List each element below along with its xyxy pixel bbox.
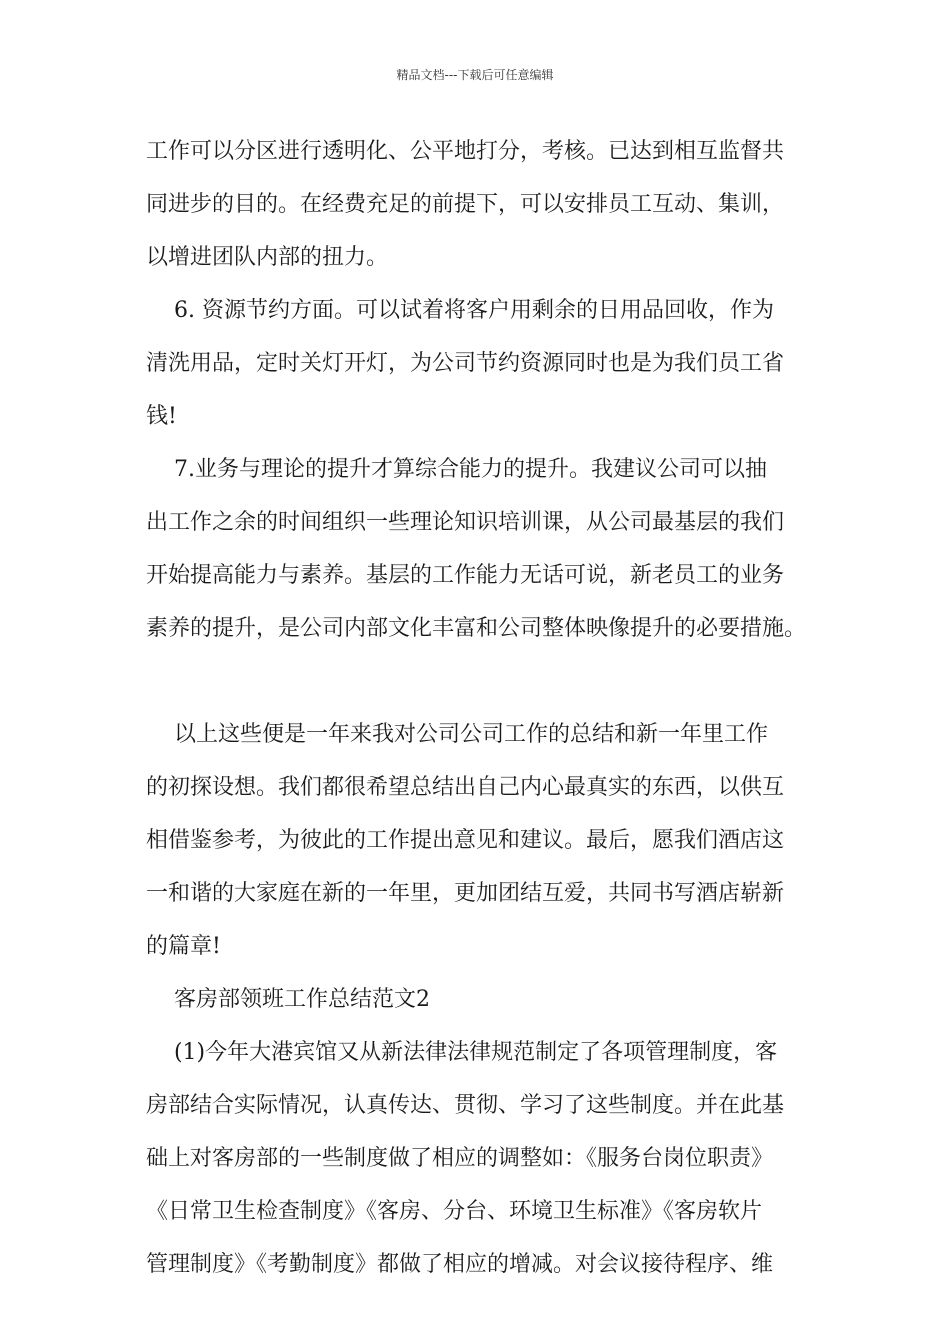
text-line: 《日常卫生检查制度》《客房、分台、环境卫生标准》《客房软片 — [146, 1199, 763, 1224]
text-line: 工作可以分区进行透明化、公平地打分，考核。已达到相互监督共 — [146, 139, 785, 164]
text-line: 6. 资源节约方面。可以试着将客户用剩余的日用品回收，作为 — [146, 298, 774, 323]
text-line: 管理制度》《考勤制度》都做了相应的增减。对会议接待程序、维 — [146, 1252, 774, 1277]
text-line: 房部结合实际情况，认真传达、贯彻、学习了这些制度。并在此基 — [146, 1093, 785, 1118]
text-line: 的初探设想。我们都很希望总结出自己内心最真实的东西，以供互 — [146, 775, 785, 800]
text-line: 一和谐的大家庭在新的一年里，更加团结互爱，共同书写酒店崭新 — [146, 881, 785, 906]
text-line: 清洗用品，定时关灯开灯，为公司节约资源同时也是为我们员工省 — [146, 351, 785, 376]
blank-line — [146, 655, 816, 708]
text-line: 相借鉴参考，为彼此的工作提出意见和建议。最后，愿我们酒店这 — [146, 828, 785, 853]
text-line: 础上对客房部的一些制度做了相应的调整如：《服务台岗位职责》 — [146, 1146, 774, 1171]
text-line: 钱! — [146, 404, 177, 429]
text-line: (1)今年大港宾馆又从新法律法律规范制定了各项管理制度，客 — [146, 1040, 778, 1065]
text-line: 7.业务与理论的提升才算综合能力的提升。我建议公司可以抽 — [146, 457, 767, 482]
text-line: 出工作之余的时间组织一些理论知识培训课，从公司最基层的我们 — [146, 510, 785, 535]
text-line: 同进步的目的。在经费充足的前提下，可以安排员工互动、集训， — [146, 192, 785, 217]
page-header: 精品文档---下载后可任意编辑 — [396, 68, 554, 82]
text-line: 开始提高能力与素养。基层的工作能力无话可说，新老员工的业务 — [146, 563, 785, 588]
document-body — [146, 125, 816, 1291]
section-heading: 客房部领班工作总结范文2 — [146, 987, 430, 1012]
text-line: 素养的提升，是公司内部文化丰富和公司整体映像提升的必要措施。 — [146, 616, 807, 641]
text-line: 以上这些便是一年来我对公司公司工作的总结和新一年里工作 — [146, 722, 768, 747]
text-line: 以增进团队内部的扭力。 — [146, 245, 389, 270]
text-line: 的篇章! — [146, 934, 221, 959]
